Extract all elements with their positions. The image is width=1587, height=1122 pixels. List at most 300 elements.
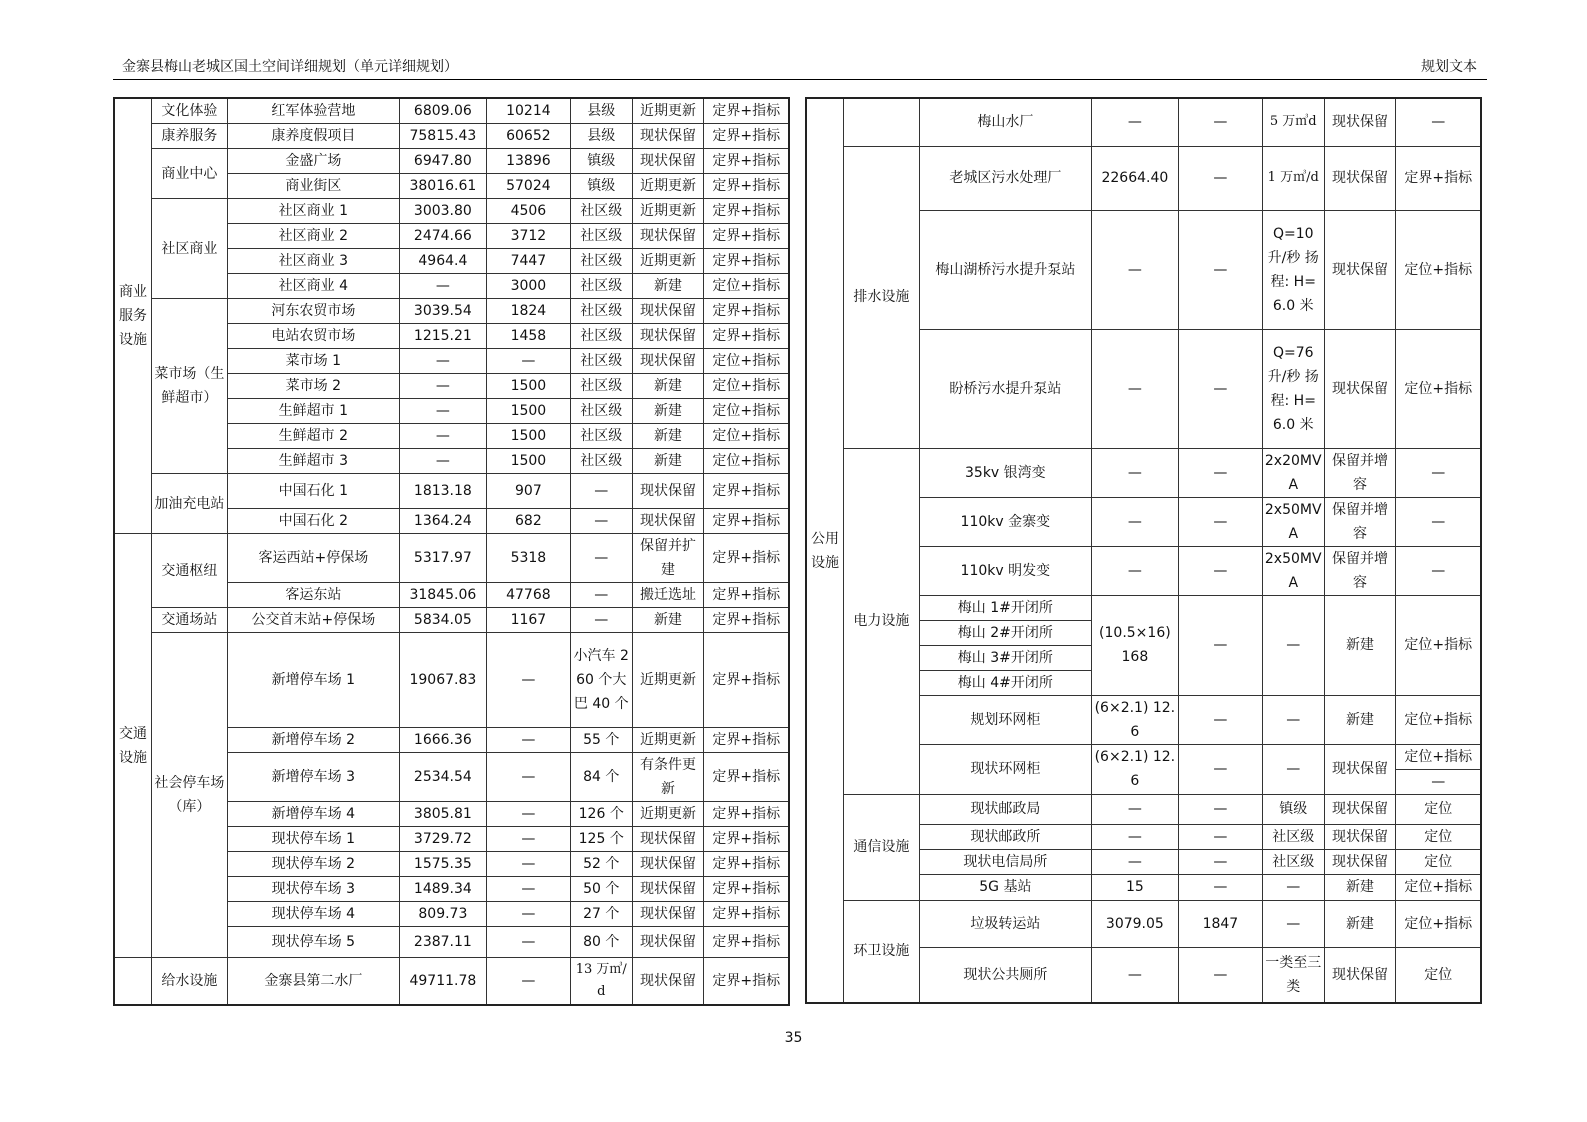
cell-level: —: [1262, 744, 1324, 794]
cell-scale: 13896: [486, 149, 570, 174]
subcategory-fuel-station: 加油充电站: [151, 474, 227, 534]
cell-status: 新建: [1324, 595, 1396, 695]
cell-scale: —: [1178, 794, 1262, 824]
cell-scale: —: [486, 958, 570, 1005]
table-row: [114, 474, 789, 509]
cell-ctrl: 定位+指标: [1396, 595, 1481, 695]
cell-name: 老城区污水处理厂: [919, 146, 1091, 210]
cell-ctrl: 定位+指标: [1396, 900, 1481, 947]
cell-name: 梅山 3#开闭所: [919, 645, 1091, 670]
page-header-doc-type: 规划文本: [1421, 59, 1477, 75]
cell-ctrl: 定界+指标: [704, 224, 789, 249]
cell-ctrl: 定位: [1396, 794, 1481, 824]
cell-status: 近期更新: [632, 98, 704, 124]
cell-scale: 1847: [1178, 900, 1262, 947]
cell-scale: —: [1178, 448, 1262, 497]
category-utilities: 公用设施: [806, 98, 843, 1003]
cell-name: 新增停车场 3: [227, 753, 399, 802]
cell-scale: 5318: [486, 534, 570, 583]
cell-level: 27 个: [570, 902, 632, 927]
cell-level: 镇级: [570, 174, 632, 199]
cell-status: 新建: [632, 399, 704, 424]
table-row: [114, 633, 789, 728]
cell-status: 现状保留: [1324, 794, 1396, 824]
subcategory-culture: 文化体验: [151, 98, 227, 124]
cell-status: 现状保留: [1324, 210, 1396, 329]
cell-area: —: [1091, 98, 1178, 146]
cell-name: 现状停车场 5: [227, 927, 399, 958]
cell-scale: 907: [486, 474, 570, 509]
cell-scale: —: [1178, 695, 1262, 744]
cell-name: 金盛广场: [227, 149, 399, 174]
cell-area: (10.5×16) 168: [1091, 595, 1178, 695]
cell-name: 新增停车场 2: [227, 728, 399, 753]
subcategory-parking: 社会停车场（库）: [151, 633, 227, 958]
page-number: 35: [784, 1030, 803, 1046]
cell-area: 19067.83: [399, 633, 486, 728]
header-rule: [113, 79, 1487, 80]
cell-area: 6947.80: [399, 149, 486, 174]
cell-name: 5G 基站: [919, 874, 1091, 900]
cell-area: 38016.61: [399, 174, 486, 199]
cell-name: 现状停车场 1: [227, 827, 399, 852]
cell-scale: 10214: [486, 98, 570, 124]
subcategory-drainage: 排水设施: [843, 146, 919, 448]
cell-area: 3729.72: [399, 827, 486, 852]
cell-area: 4964.4: [399, 249, 486, 274]
cell-level: —: [570, 608, 632, 633]
cell-ctrl: 定界+指标: [704, 249, 789, 274]
cell-area: 1575.35: [399, 852, 486, 877]
cell-scale: —: [1178, 210, 1262, 329]
cell-status: 现状保留: [632, 149, 704, 174]
cell-area: 1666.36: [399, 728, 486, 753]
subcategory-transport-station: 交通场站: [151, 608, 227, 633]
cell-area: —: [399, 349, 486, 374]
table-row: [114, 534, 789, 583]
cell-status: 现状保留: [632, 827, 704, 852]
cell-status: 近期更新: [632, 633, 704, 728]
cell-ctrl: 定位+指标: [1396, 329, 1481, 448]
cell-status: 现状保留: [632, 958, 704, 1005]
cell-level: 社区级: [570, 349, 632, 374]
cell-status: 现状保留: [632, 509, 704, 534]
cell-scale: 47768: [486, 583, 570, 608]
cell-area: —: [399, 274, 486, 299]
cell-name: 现状停车场 3: [227, 877, 399, 902]
cell-name: 社区商业 1: [227, 199, 399, 224]
cell-level: 2x50MVA: [1262, 497, 1324, 546]
cell-level: 125 个: [570, 827, 632, 852]
cell-level: 55 个: [570, 728, 632, 753]
cell-area: 3805.81: [399, 802, 486, 827]
cell-name: 客运东站: [227, 583, 399, 608]
cell-level: 县级: [570, 124, 632, 149]
subcategory-telecom: 通信设施: [843, 794, 919, 900]
cell-area: —: [1091, 546, 1178, 595]
cell-status: 现状保留: [1324, 947, 1396, 1003]
cell-name: 梅山 2#开闭所: [919, 620, 1091, 645]
cell-ctrl: 定界+指标: [704, 927, 789, 958]
cell-area: —: [1091, 947, 1178, 1003]
cell-name: 菜市场 2: [227, 374, 399, 399]
cell-ctrl: 定界+指标: [704, 199, 789, 224]
cell-scale: —: [1178, 595, 1262, 695]
cell-scale: —: [486, 877, 570, 902]
cell-level: 126 个: [570, 802, 632, 827]
cell-scale: 1824: [486, 299, 570, 324]
cell-ctrl: 定界+指标: [704, 902, 789, 927]
cell-status: 新建: [632, 449, 704, 474]
table-row: [806, 146, 1481, 210]
cell-scale: —: [486, 349, 570, 374]
category-commercial: 商业服务设施: [114, 98, 151, 534]
cell-level: —: [570, 474, 632, 509]
cell-ctrl: 定界+指标: [704, 827, 789, 852]
cell-area: 3039.54: [399, 299, 486, 324]
cell-ctrl: 定位+指标: [704, 274, 789, 299]
cell-status: 搬迁选址: [632, 583, 704, 608]
table-row: [114, 149, 789, 174]
cell-area: 49711.78: [399, 958, 486, 1005]
cell-level: 52 个: [570, 852, 632, 877]
cell-ctrl: 定位+指标: [1396, 874, 1481, 900]
cell-name: 梅山湖桥污水提升泵站: [919, 210, 1091, 329]
cell-scale: 7447: [486, 249, 570, 274]
cell-scale: —: [1178, 947, 1262, 1003]
cell-scale: —: [1178, 497, 1262, 546]
subcategory-water-supply: 给水设施: [151, 958, 227, 1005]
cell-ctrl: 定位+指标: [704, 424, 789, 449]
cell-level: —: [1262, 595, 1324, 695]
table-row: [806, 900, 1481, 947]
cell-scale: 60652: [486, 124, 570, 149]
cell-level: —: [570, 534, 632, 583]
cell-level: 社区级: [570, 249, 632, 274]
page-header-title: 金寨县梅山老城区国土空间详细规划（单元详细规划）: [122, 59, 458, 75]
cell-status: 保留并增容: [1324, 546, 1396, 595]
cell-name: 现状公共厕所: [919, 947, 1091, 1003]
cell-status: 现状保留: [632, 224, 704, 249]
cell-status: 新建: [632, 608, 704, 633]
cell-scale: —: [1178, 849, 1262, 874]
cell-level: 社区级: [570, 449, 632, 474]
cell-name: 现状电信局所: [919, 849, 1091, 874]
cell-name: 河东农贸市场: [227, 299, 399, 324]
cell-scale: —: [1178, 146, 1262, 210]
cell-status: 保留并增容: [1324, 448, 1396, 497]
cell-status: 现状保留: [632, 927, 704, 958]
cell-name: 梅山 1#开闭所: [919, 595, 1091, 620]
cell-ctrl: 定位: [1396, 824, 1481, 849]
cell-ctrl: 定位+指标: [704, 399, 789, 424]
cell-name: 中国石化 1: [227, 474, 399, 509]
cell-level: —: [1262, 695, 1324, 744]
cell-scale: —: [1178, 546, 1262, 595]
cell-scale: —: [486, 852, 570, 877]
right-facility-table: [805, 97, 1482, 1004]
cell-status: 现状保留: [632, 349, 704, 374]
cell-ctrl: 定位+指标: [704, 374, 789, 399]
cell-name: 110kv 明发变: [919, 546, 1091, 595]
cell-name: 公交首末站+停保场: [227, 608, 399, 633]
cell-ctrl: —: [1396, 546, 1481, 595]
cell-status: 近期更新: [632, 249, 704, 274]
cell-ctrl: 定界+指标: [704, 608, 789, 633]
cell-name: 社区商业 3: [227, 249, 399, 274]
cell-status: 近期更新: [632, 174, 704, 199]
cell-ctrl: 定位+指标: [704, 349, 789, 374]
subcategory-blank: [843, 98, 919, 146]
cell-scale: 682: [486, 509, 570, 534]
cell-area: 3003.80: [399, 199, 486, 224]
cell-ctrl: —: [1396, 98, 1481, 146]
cell-name: 规划环网柜: [919, 695, 1091, 744]
cell-scale: —: [1178, 329, 1262, 448]
cell-area: 15: [1091, 874, 1178, 900]
cell-scale: —: [1178, 98, 1262, 146]
cell-status: 现状保留: [1324, 849, 1396, 874]
cell-scale: —: [1178, 874, 1262, 900]
cell-scale: 57024: [486, 174, 570, 199]
cell-area: (6×2.1) 12.6: [1091, 744, 1178, 794]
cell-scale: —: [486, 753, 570, 802]
cell-level: 社区级: [570, 274, 632, 299]
cell-level: —: [570, 509, 632, 534]
cell-level: 13 万㎥/d: [570, 958, 632, 1005]
cell-level: —: [570, 583, 632, 608]
cell-ctrl: 定界+指标: [1396, 146, 1481, 210]
cell-level: 社区级: [570, 424, 632, 449]
cell-level: 一类至三类: [1262, 947, 1324, 1003]
cell-name: 垃圾转运站: [919, 900, 1091, 947]
cell-area: 75815.43: [399, 124, 486, 149]
cell-status: 现状保留: [1324, 824, 1396, 849]
cell-status: 保留并扩建: [632, 534, 704, 583]
cell-area: —: [1091, 448, 1178, 497]
cell-area: —: [1091, 849, 1178, 874]
cell-name: 生鲜超市 2: [227, 424, 399, 449]
cell-name: 红军体验营地: [227, 98, 399, 124]
table-row: [114, 608, 789, 633]
cell-status: 现状保留: [1324, 744, 1396, 794]
cell-status: 新建: [1324, 695, 1396, 744]
cell-ctrl: 定位+指标: [704, 449, 789, 474]
cell-name: 现状停车场 4: [227, 902, 399, 927]
cell-area: —: [1091, 497, 1178, 546]
cell-name: 客运西站+停保场: [227, 534, 399, 583]
subcategory-business-center: 商业中心: [151, 149, 227, 199]
cell-name: 现状停车场 2: [227, 852, 399, 877]
cell-level: 1 万㎥/d: [1262, 146, 1324, 210]
cell-area: 1489.34: [399, 877, 486, 902]
cell-ctrl: [1396, 744, 1481, 794]
cell-scale: —: [486, 902, 570, 927]
cell-ctrl: 定界+指标: [704, 509, 789, 534]
cell-level: 50 个: [570, 877, 632, 902]
cell-status: 现状保留: [1324, 329, 1396, 448]
cell-name: 康养度假项目: [227, 124, 399, 149]
category-traffic: 交通设施: [114, 534, 151, 958]
cell-status: 近期更新: [632, 728, 704, 753]
cell-status: 新建: [632, 374, 704, 399]
cell-level: 镇级: [1262, 794, 1324, 824]
cell-level: 84 个: [570, 753, 632, 802]
cell-level: 5 万㎥d: [1262, 98, 1324, 146]
cell-name: 金寨县第二水厂: [227, 958, 399, 1005]
cell-name: 新增停车场 1: [227, 633, 399, 728]
cell-scale: —: [486, 633, 570, 728]
cell-level: 社区级: [570, 374, 632, 399]
cell-scale: 3000: [486, 274, 570, 299]
cell-ctrl-bottom: —: [1431, 773, 1446, 790]
cell-status: 现状保留: [632, 324, 704, 349]
cell-name: 社区商业 4: [227, 274, 399, 299]
cell-ctrl: 定界+指标: [704, 753, 789, 802]
cell-scale: —: [486, 927, 570, 958]
cell-ctrl: 定界+指标: [704, 324, 789, 349]
subcategory-power: 电力设施: [843, 448, 919, 794]
cell-ctrl: 定界+指标: [704, 852, 789, 877]
cell-level: 镇级: [570, 149, 632, 174]
cell-ctrl: 定界+指标: [704, 149, 789, 174]
cell-scale: —: [1178, 744, 1262, 794]
cell-ctrl: 定界+指标: [704, 802, 789, 827]
cell-area: 1215.21: [399, 324, 486, 349]
cell-level: —: [1262, 874, 1324, 900]
cell-area: —: [1091, 824, 1178, 849]
table-row: [114, 199, 789, 224]
cell-level: Q=76 升/秒 扬程: H=6.0 米: [1262, 329, 1324, 448]
cell-scale: 4506: [486, 199, 570, 224]
cell-level: 社区级: [570, 299, 632, 324]
cell-status: 近期更新: [632, 802, 704, 827]
cell-area: —: [399, 424, 486, 449]
cell-area: 6809.06: [399, 98, 486, 124]
cell-area: —: [399, 449, 486, 474]
cell-status: 新建: [632, 424, 704, 449]
cell-scale: 1500: [486, 449, 570, 474]
cell-level: Q=10 升/秒 扬程: H=6.0 米: [1262, 210, 1324, 329]
cell-area: —: [1091, 329, 1178, 448]
subcategory-sanitation: 环卫设施: [843, 900, 919, 1003]
cell-status: 现状保留: [632, 877, 704, 902]
cell-scale: —: [486, 728, 570, 753]
cell-scale: 1167: [486, 608, 570, 633]
cell-ctrl: 定位+指标: [1396, 210, 1481, 329]
cell-ctrl: 定界+指标: [704, 958, 789, 1005]
cell-area: 31845.06: [399, 583, 486, 608]
cell-level: 社区级: [1262, 824, 1324, 849]
cell-level: 社区级: [1262, 849, 1324, 874]
cell-ctrl: 定界+指标: [704, 174, 789, 199]
cell-scale: —: [486, 827, 570, 852]
cell-name: 生鲜超市 3: [227, 449, 399, 474]
cell-status: 保留并增容: [1324, 497, 1396, 546]
cell-area: 3079.05: [1091, 900, 1178, 947]
cell-name: 商业街区: [227, 174, 399, 199]
cell-ctrl: 定界+指标: [704, 633, 789, 728]
cell-status: 现状保留: [632, 124, 704, 149]
cell-area: 2534.54: [399, 753, 486, 802]
cell-status: 现状保留: [1324, 98, 1396, 146]
cell-scale: 1500: [486, 424, 570, 449]
cell-level: 2x50MVA: [1262, 546, 1324, 595]
table-row: [114, 299, 789, 324]
cell-status: 现状保留: [632, 299, 704, 324]
left-facility-table: [113, 97, 790, 1006]
cell-name: 电站农贸市场: [227, 324, 399, 349]
table-row: [114, 958, 789, 1005]
cell-name: 盼桥污水提升泵站: [919, 329, 1091, 448]
table-row: [806, 98, 1481, 146]
cell-area: 1813.18: [399, 474, 486, 509]
cell-area: 809.73: [399, 902, 486, 927]
cell-level: 社区级: [570, 399, 632, 424]
cell-name: 生鲜超市 1: [227, 399, 399, 424]
cell-ctrl: 定界+指标: [704, 877, 789, 902]
cell-name: 110kv 金寨变: [919, 497, 1091, 546]
cell-status: 新建: [632, 274, 704, 299]
cell-level: 社区级: [570, 199, 632, 224]
cell-ctrl: 定界+指标: [704, 583, 789, 608]
cell-name: 梅山 4#开闭所: [919, 670, 1091, 695]
cell-area: 22664.40: [1091, 146, 1178, 210]
cell-scale: —: [486, 802, 570, 827]
table-row: [806, 448, 1481, 497]
cell-ctrl: 定位: [1396, 849, 1481, 874]
cell-area: 2474.66: [399, 224, 486, 249]
cell-level: 80 个: [570, 927, 632, 958]
cell-name: 现状邮政所: [919, 824, 1091, 849]
table-row: [806, 794, 1481, 824]
cell-ctrl: 定界+指标: [704, 98, 789, 124]
cell-name: 现状环网柜: [919, 744, 1091, 794]
category-blank: [114, 958, 151, 1005]
cell-status: 新建: [1324, 874, 1396, 900]
cell-name: 现状邮政局: [919, 794, 1091, 824]
cell-level: —: [1262, 900, 1324, 947]
cell-level: 社区级: [570, 324, 632, 349]
cell-ctrl: 定界+指标: [704, 124, 789, 149]
cell-name: 菜市场 1: [227, 349, 399, 374]
cell-area: 5834.05: [399, 608, 486, 633]
cell-level: 县级: [570, 98, 632, 124]
cell-status: 现状保留: [632, 474, 704, 509]
cell-scale: 3712: [486, 224, 570, 249]
cell-name: 中国石化 2: [227, 509, 399, 534]
cell-area: 2387.11: [399, 927, 486, 958]
cell-ctrl: 定界+指标: [704, 728, 789, 753]
cell-area: —: [1091, 794, 1178, 824]
cell-scale: 1458: [486, 324, 570, 349]
cell-level: 社区级: [570, 224, 632, 249]
table-row: [114, 98, 789, 124]
cell-area: 1364.24: [399, 509, 486, 534]
cell-ctrl: —: [1396, 448, 1481, 497]
subcategory-market: 菜市场（生鲜超市）: [151, 299, 227, 474]
cell-area: (6×2.1) 12.6: [1091, 695, 1178, 744]
cell-name: 社区商业 2: [227, 224, 399, 249]
cell-ctrl: 定位+指标: [1396, 695, 1481, 744]
cell-level: 小汽车 260 个大巴 40 个: [570, 633, 632, 728]
subcategory-wellness: 康养服务: [151, 124, 227, 149]
cell-status: 近期更新: [632, 199, 704, 224]
cell-status: 有条件更新: [632, 753, 704, 802]
cell-ctrl: 定界+指标: [704, 534, 789, 583]
subcategory-community-commerce: 社区商业: [151, 199, 227, 299]
table-row: [114, 124, 789, 149]
